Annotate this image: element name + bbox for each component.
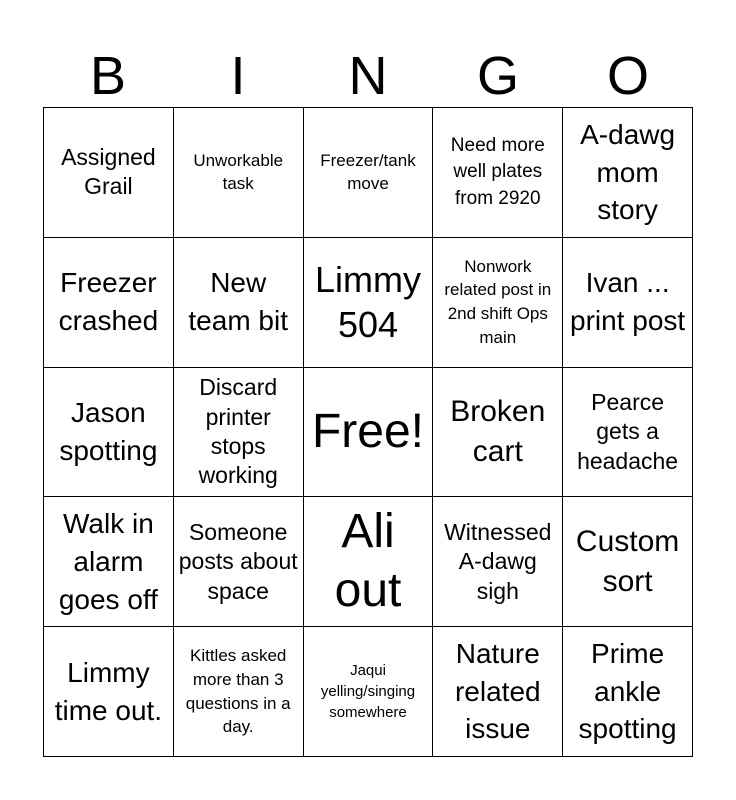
cell-text: Witnessed A-dawg sigh	[444, 518, 552, 604]
bingo-cell[interactable]	[44, 108, 174, 238]
cell-text: Limmy time out.	[54, 656, 163, 726]
bingo-cell[interactable]	[563, 368, 693, 498]
cell-text: Freezer crashed	[58, 267, 159, 337]
bingo-cell[interactable]	[304, 497, 434, 627]
bingo-grid	[43, 107, 693, 757]
cell-text: Need more well plates from 2920	[450, 134, 545, 209]
cell-text: Pearce gets a headache	[577, 388, 679, 474]
bingo-header	[43, 45, 693, 107]
bingo-cell[interactable]	[433, 368, 563, 498]
cell-text: Ali out	[334, 505, 402, 617]
cell-text: Someone posts about space	[178, 518, 298, 604]
cell-text: Nature related issue	[454, 637, 541, 745]
cell-text: Unworkable task	[193, 150, 284, 194]
cell-text: A-dawg mom story	[580, 118, 676, 226]
header-letter-o: O	[606, 46, 649, 106]
cell-text: Discard printer stops working	[198, 374, 278, 489]
cell-text: Jaqui yelling/singing somewhere	[320, 662, 416, 722]
bingo-cell[interactable]	[174, 497, 304, 627]
bingo-cell[interactable]	[44, 497, 174, 627]
bingo-cell[interactable]	[563, 627, 693, 757]
bingo-cell[interactable]	[304, 238, 434, 368]
cell-text: Ivan ... print post	[570, 267, 686, 337]
bingo-cell[interactable]	[433, 108, 563, 238]
bingo-cell[interactable]	[304, 368, 434, 498]
bingo-cell[interactable]	[174, 238, 304, 368]
bingo-cell[interactable]	[563, 108, 693, 238]
bingo-cell[interactable]	[44, 627, 174, 757]
bingo-cell[interactable]	[44, 368, 174, 498]
header-letter-b: B	[89, 46, 127, 106]
cell-text: Prime ankle spotting	[578, 637, 677, 745]
cell-text: Limmy 504	[314, 259, 421, 346]
bingo-cell[interactable]	[174, 627, 304, 757]
cell-text: Broken cart	[450, 395, 546, 468]
cell-text: Walk in alarm goes off	[58, 508, 158, 615]
cell-text: Custom sort	[575, 525, 680, 598]
header-letter-i: I	[230, 46, 246, 106]
bingo-cell[interactable]	[304, 108, 434, 238]
bingo-cell[interactable]	[44, 238, 174, 368]
cell-text: Free!	[311, 404, 424, 458]
bingo-cell[interactable]	[433, 238, 563, 368]
bingo-cell[interactable]	[563, 238, 693, 368]
cell-text: Freezer/tank move	[320, 150, 416, 194]
header-letter-n: N	[348, 46, 388, 106]
bingo-cell[interactable]	[563, 497, 693, 627]
bingo-cell[interactable]	[433, 497, 563, 627]
cell-text: Assigned Grail	[61, 143, 156, 200]
cell-text: New team bit	[188, 267, 288, 337]
bingo-cell[interactable]	[433, 627, 563, 757]
cell-text: Nonwork related post in 2nd shift Ops main	[444, 256, 552, 347]
header-letter-g: G	[476, 46, 519, 106]
bingo-cell[interactable]	[174, 108, 304, 238]
cell-text: Jason spotting	[59, 397, 158, 466]
bingo-cell[interactable]	[304, 627, 434, 757]
bingo-cell[interactable]	[174, 368, 304, 498]
cell-text: Kittles asked more than 3 questions in a day.	[185, 646, 291, 737]
